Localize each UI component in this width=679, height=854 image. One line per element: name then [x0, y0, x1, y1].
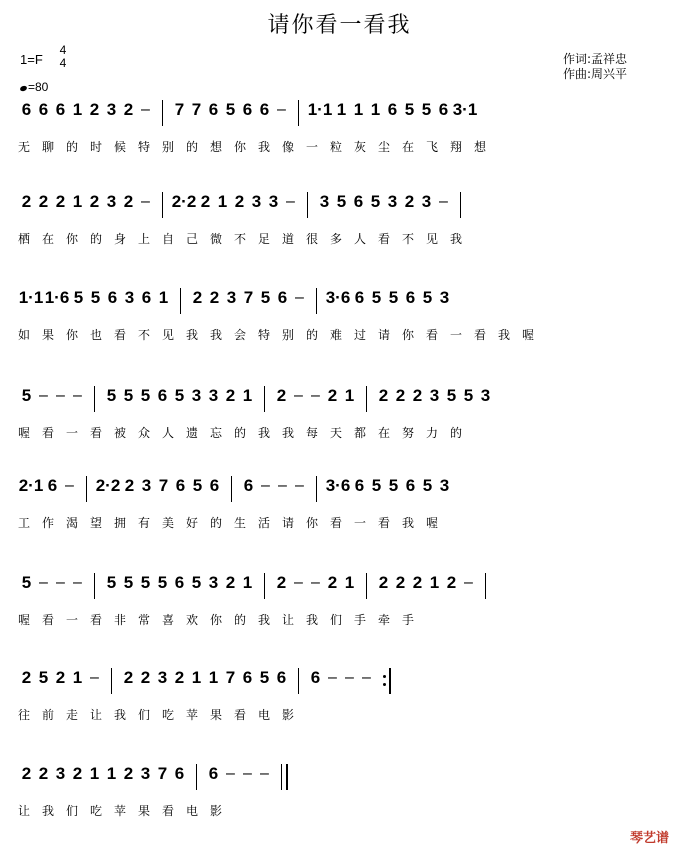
note: 3 — [429, 386, 440, 405]
sustain-dash: – — [73, 387, 82, 404]
note: 2 — [412, 386, 423, 405]
note: 6 — [174, 573, 185, 592]
note: 2 — [140, 668, 151, 687]
barline — [162, 192, 163, 218]
note: 2 — [123, 764, 134, 783]
sustain-dash: – — [73, 574, 82, 591]
note: 7 — [157, 764, 168, 783]
note: 1·1 — [18, 288, 44, 307]
song-title: 请你看一看我 — [267, 13, 412, 38]
note: 7 — [191, 100, 202, 119]
note: 6 — [276, 668, 287, 687]
note: 6 — [387, 100, 398, 119]
sustain-dash: – — [39, 387, 48, 404]
barline — [307, 192, 308, 218]
note: 1 — [353, 100, 364, 119]
note: 5 — [140, 386, 151, 405]
composer: 作曲:周兴平 — [563, 67, 628, 81]
note: 1 — [217, 192, 228, 211]
lyric-row: 往前走让我们吃苹果看电影 — [18, 708, 307, 722]
note: 6 — [405, 476, 416, 495]
sustain-dash: – — [277, 101, 286, 118]
note: 6 — [38, 100, 49, 119]
note: 1 — [336, 100, 347, 119]
note: 6 — [107, 288, 118, 307]
note: 6 — [277, 288, 288, 307]
note: 2 — [174, 668, 185, 687]
note-row — [18, 100, 663, 126]
barline — [264, 573, 265, 599]
note: 3 — [387, 192, 398, 211]
note: 1 — [242, 573, 253, 592]
barline — [196, 764, 197, 790]
note: 6 — [208, 100, 219, 119]
note: 2 — [21, 764, 32, 783]
note: 2 — [378, 386, 389, 405]
score-line — [18, 100, 663, 156]
note: 5 — [157, 573, 168, 592]
note: 3 — [140, 764, 151, 783]
meter-bottom: 4 — [59, 56, 67, 70]
note: 3 — [106, 100, 117, 119]
note: 5 — [90, 288, 101, 307]
barline — [316, 476, 317, 502]
final-barline — [281, 764, 288, 790]
note: 6 — [259, 100, 270, 119]
note: 5 — [463, 386, 474, 405]
sustain-dash: – — [260, 765, 269, 782]
barline — [316, 288, 317, 314]
tempo-value: =80 — [28, 80, 49, 94]
score-line — [18, 386, 663, 442]
credits — [563, 52, 627, 82]
note: 2 — [38, 764, 49, 783]
note: 2 — [404, 192, 415, 211]
barline — [460, 192, 461, 218]
score-line — [18, 288, 663, 344]
barline — [180, 288, 181, 314]
note: 6 — [208, 764, 219, 783]
sustain-dash: – — [294, 574, 303, 591]
sustain-dash: – — [39, 574, 48, 591]
note: 1 — [208, 668, 219, 687]
tempo-mark — [20, 80, 48, 94]
note: 2 — [200, 192, 211, 211]
repeat-barline — [383, 668, 391, 694]
sustain-dash: – — [243, 765, 252, 782]
note: 7 — [158, 476, 169, 495]
score-line — [18, 476, 663, 532]
note: 2·2 — [95, 476, 121, 495]
score-line — [18, 764, 663, 820]
lyricist: 作词:孟祥忠 — [563, 52, 628, 66]
note: 1 — [429, 573, 440, 592]
site-logo: 琴艺谱 — [629, 831, 669, 846]
note: 2 — [72, 764, 83, 783]
note: 3 — [208, 573, 219, 592]
barline — [86, 476, 87, 502]
note: 2 — [55, 668, 66, 687]
note: 2 — [412, 573, 423, 592]
note: 3 — [226, 288, 237, 307]
barline — [111, 668, 112, 694]
note: 1·6 — [44, 288, 70, 307]
note: 2 — [123, 192, 134, 211]
note: 6 — [242, 100, 253, 119]
time-signature — [58, 44, 68, 70]
note: 2 — [38, 192, 49, 211]
note: 6 — [47, 476, 58, 495]
note: 5 — [259, 668, 270, 687]
note: 3 — [191, 386, 202, 405]
score-line — [18, 573, 663, 629]
sustain-dash: – — [464, 574, 473, 591]
note: 6 — [243, 476, 254, 495]
note: 3 — [124, 288, 135, 307]
note: 6 — [354, 476, 365, 495]
note: 1 — [191, 668, 202, 687]
note: 2 — [395, 386, 406, 405]
barline — [485, 573, 486, 599]
note: 5 — [191, 573, 202, 592]
note: 2 — [123, 100, 134, 119]
key-signature: 1=F — [20, 52, 43, 67]
note: 1 — [370, 100, 381, 119]
barline — [366, 573, 367, 599]
lyric-row: 如果你也看不见我我会特别的难过请你看一看我喔 — [18, 328, 547, 342]
note: 5 — [388, 476, 399, 495]
note-row — [18, 476, 663, 502]
note: 2 — [209, 288, 220, 307]
note: 2 — [123, 668, 134, 687]
note: 3 — [55, 764, 66, 783]
note: 5 — [123, 573, 134, 592]
note-row — [18, 192, 663, 218]
note: 2 — [327, 573, 338, 592]
note: 5 — [140, 573, 151, 592]
note: 2 — [395, 573, 406, 592]
note-row — [18, 288, 663, 314]
quarter-note-icon — [19, 85, 27, 92]
note: 5 — [370, 192, 381, 211]
note: 5 — [371, 476, 382, 495]
note: 5 — [421, 100, 432, 119]
note: 6 — [438, 100, 449, 119]
note: 1 — [89, 764, 100, 783]
note-row — [18, 573, 663, 599]
note: 3·1 — [452, 100, 478, 119]
note: 5 — [21, 386, 32, 405]
note: 1·1 — [307, 100, 333, 119]
note: 3 — [251, 192, 262, 211]
note: 5 — [388, 288, 399, 307]
note: 5 — [422, 476, 433, 495]
lyric-row: 无聊的时候特别的想你我像一粒灰尘在飞翔想 — [18, 140, 499, 154]
note: 2 — [89, 192, 100, 211]
sustain-dash: – — [141, 193, 150, 210]
sustain-dash: – — [439, 193, 448, 210]
note-row — [18, 764, 663, 790]
note-row — [18, 668, 663, 694]
note: 3 — [268, 192, 279, 211]
note: 1 — [106, 764, 117, 783]
note: 7 — [174, 100, 185, 119]
note: 2 — [327, 386, 338, 405]
note: 6 — [175, 476, 186, 495]
note: 6 — [242, 668, 253, 687]
note: 5 — [73, 288, 84, 307]
note: 5 — [371, 288, 382, 307]
barline — [298, 668, 299, 694]
note: 3 — [208, 386, 219, 405]
note: 5 — [336, 192, 347, 211]
note: 7 — [243, 288, 254, 307]
sustain-dash: – — [261, 477, 270, 494]
note: 7 — [225, 668, 236, 687]
sustain-dash: – — [311, 574, 320, 591]
note: 6 — [55, 100, 66, 119]
note: 1 — [158, 288, 169, 307]
sustain-dash: – — [141, 101, 150, 118]
note: 6 — [354, 288, 365, 307]
note: 3 — [319, 192, 330, 211]
note: 1 — [344, 386, 355, 405]
score-line — [18, 668, 663, 724]
sustain-dash: – — [295, 477, 304, 494]
note: 2 — [378, 573, 389, 592]
note: 1 — [242, 386, 253, 405]
sustain-dash: – — [286, 193, 295, 210]
note: 3 — [157, 668, 168, 687]
note: 5 — [106, 386, 117, 405]
note: 1 — [344, 573, 355, 592]
note: 6 — [157, 386, 168, 405]
lyric-row: 栖在你的身上自己微不足道很多人看不见我 — [18, 232, 475, 246]
note: 3 — [439, 288, 450, 307]
barline — [94, 386, 95, 412]
sustain-dash: – — [56, 387, 65, 404]
note: 3·6 — [325, 288, 351, 307]
sustain-dash: – — [278, 477, 287, 494]
note: 6 — [141, 288, 152, 307]
note: 2 — [276, 573, 287, 592]
note: 2 — [124, 476, 135, 495]
note: 5 — [21, 573, 32, 592]
note: 2 — [446, 573, 457, 592]
sustain-dash: – — [56, 574, 65, 591]
note: 3·6 — [325, 476, 351, 495]
note: 6 — [353, 192, 364, 211]
barline — [264, 386, 265, 412]
note: 2·2 — [171, 192, 197, 211]
note: 5 — [174, 386, 185, 405]
note: 2 — [225, 386, 236, 405]
note: 5 — [404, 100, 415, 119]
note: 5 — [422, 288, 433, 307]
note: 6 — [174, 764, 185, 783]
lyric-row: 工作渴望拥有美好的生活请你看一看我喔 — [18, 516, 451, 530]
note: 2 — [21, 192, 32, 211]
note: 1 — [72, 668, 83, 687]
lyric-row: 让我们吃苹果看电影 — [18, 804, 235, 818]
note: 5 — [192, 476, 203, 495]
lyric-row: 喔看一看非常喜欢你的我让我们手牵手 — [18, 613, 427, 627]
note: 5 — [225, 100, 236, 119]
note: 5 — [106, 573, 117, 592]
sustain-dash: – — [294, 387, 303, 404]
note: 2 — [89, 100, 100, 119]
note: 5 — [38, 668, 49, 687]
note: 1 — [72, 192, 83, 211]
barline — [231, 476, 232, 502]
sustain-dash: – — [362, 669, 371, 686]
note: 3 — [106, 192, 117, 211]
sustain-dash: – — [65, 477, 74, 494]
barline — [94, 573, 95, 599]
note-row — [18, 386, 663, 412]
note: 6 — [405, 288, 416, 307]
note: 2 — [55, 192, 66, 211]
sustain-dash: – — [345, 669, 354, 686]
sustain-dash: – — [295, 289, 304, 306]
note: 2 — [21, 668, 32, 687]
note: 2 — [192, 288, 203, 307]
barline — [298, 100, 299, 126]
note: 5 — [260, 288, 271, 307]
sustain-dash: – — [311, 387, 320, 404]
sustain-dash: – — [226, 765, 235, 782]
note: 6 — [21, 100, 32, 119]
sustain-dash: – — [90, 669, 99, 686]
note: 2 — [276, 386, 287, 405]
note: 5 — [123, 386, 134, 405]
sustain-dash: – — [328, 669, 337, 686]
note: 3 — [421, 192, 432, 211]
barline — [162, 100, 163, 126]
note: 5 — [446, 386, 457, 405]
note: 2·1 — [18, 476, 44, 495]
note: 6 — [209, 476, 220, 495]
note: 2 — [225, 573, 236, 592]
lyric-row: 喔看一看被众人遗忘的我我每天都在努力的 — [18, 426, 475, 440]
note: 3 — [141, 476, 152, 495]
note: 1 — [72, 100, 83, 119]
note: 2 — [234, 192, 245, 211]
note: 3 — [480, 386, 491, 405]
note: 6 — [310, 668, 321, 687]
score-line — [18, 192, 663, 248]
barline — [366, 386, 367, 412]
meter-top: 4 — [59, 43, 67, 57]
note: 3 — [439, 476, 450, 495]
